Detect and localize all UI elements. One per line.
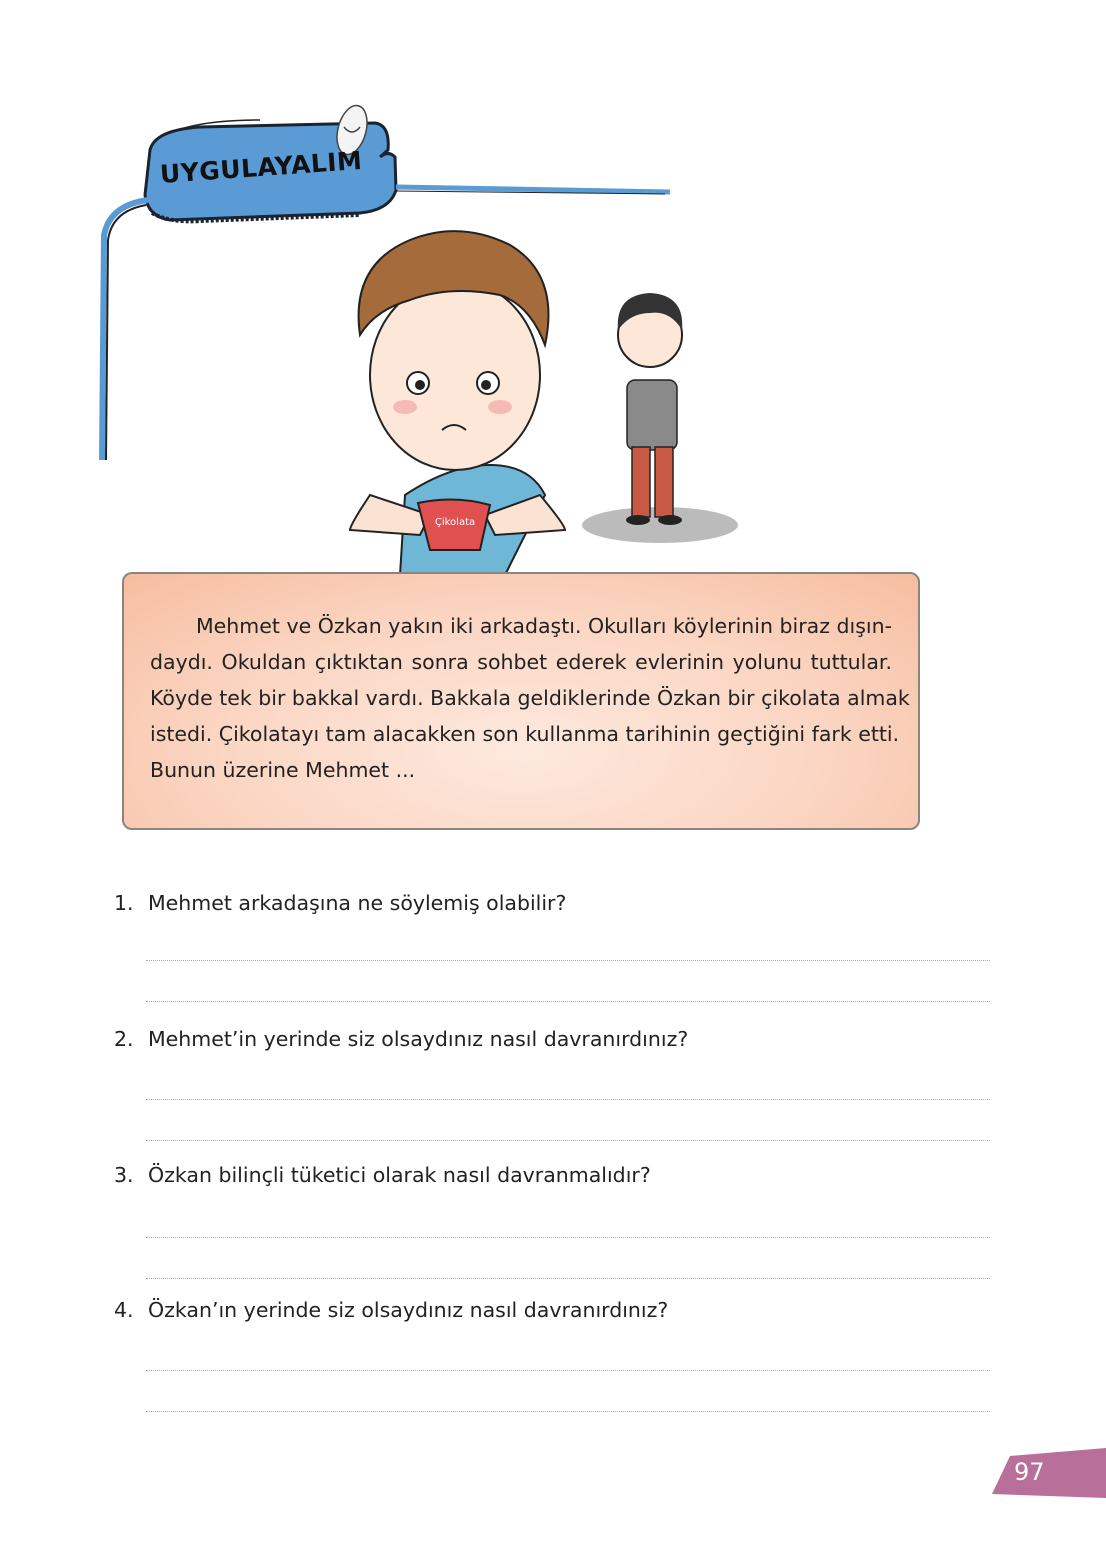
question-1 <box>114 891 566 915</box>
question-text: Mehmet arkadaşına ne söylemiş olabilir? <box>148 891 567 915</box>
ozkan-figure <box>582 293 738 543</box>
question-3 <box>114 1163 651 1187</box>
answer-line[interactable] <box>146 1001 990 1002</box>
answer-line[interactable] <box>146 1140 990 1141</box>
question-4 <box>114 1298 668 1322</box>
question-text: Özkan’ın yerinde siz olsaydınız nasıl davranırdınız? <box>148 1298 669 1322</box>
answer-line[interactable] <box>146 1237 990 1238</box>
answer-line[interactable] <box>146 1099 990 1100</box>
story-box <box>122 572 920 830</box>
question-2 <box>114 1027 688 1051</box>
question-number: 2. <box>114 1027 134 1051</box>
section-title: UYGULAYALIM <box>158 145 364 189</box>
mehmet-figure <box>350 231 565 575</box>
page-number: 97 <box>1014 1458 1045 1486</box>
story-line: daydı. Okuldan çıktıktan sonra sohbet ederek evlerinin yolunu tuttular. <box>150 650 892 674</box>
answer-line[interactable] <box>146 960 990 961</box>
story-line: Köyde tek bir bakkal vardı. Bakkala geldiklerinde Özkan bir çikolata almak <box>150 686 910 710</box>
chocolate-label: Çikolata <box>434 517 476 528</box>
story-line: Mehmet ve Özkan yakın iki arkadaştı. Okulları köylerinin biraz dışın- <box>196 614 892 638</box>
question-number: 1. <box>114 891 134 915</box>
answer-line[interactable] <box>146 1411 990 1412</box>
story-line: Bunun üzerine Mehmet ... <box>150 758 416 782</box>
question-text: Mehmet’in yerinde siz olsaydınız nasıl davranırdınız? <box>148 1027 689 1051</box>
boys-illustration <box>330 225 750 575</box>
answer-line[interactable] <box>146 1278 990 1279</box>
page-number-tab <box>992 1448 1106 1498</box>
answer-line[interactable] <box>146 1370 990 1371</box>
question-number: 4. <box>114 1298 134 1322</box>
story-line: istedi. Çikolatayı tam alacakken son kullanma tarihinin geçtiğini fark etti. <box>150 722 900 746</box>
question-number: 3. <box>114 1163 134 1187</box>
question-text: Özkan bilinçli tüketici olarak nasıl davranmalıdır? <box>148 1163 651 1187</box>
